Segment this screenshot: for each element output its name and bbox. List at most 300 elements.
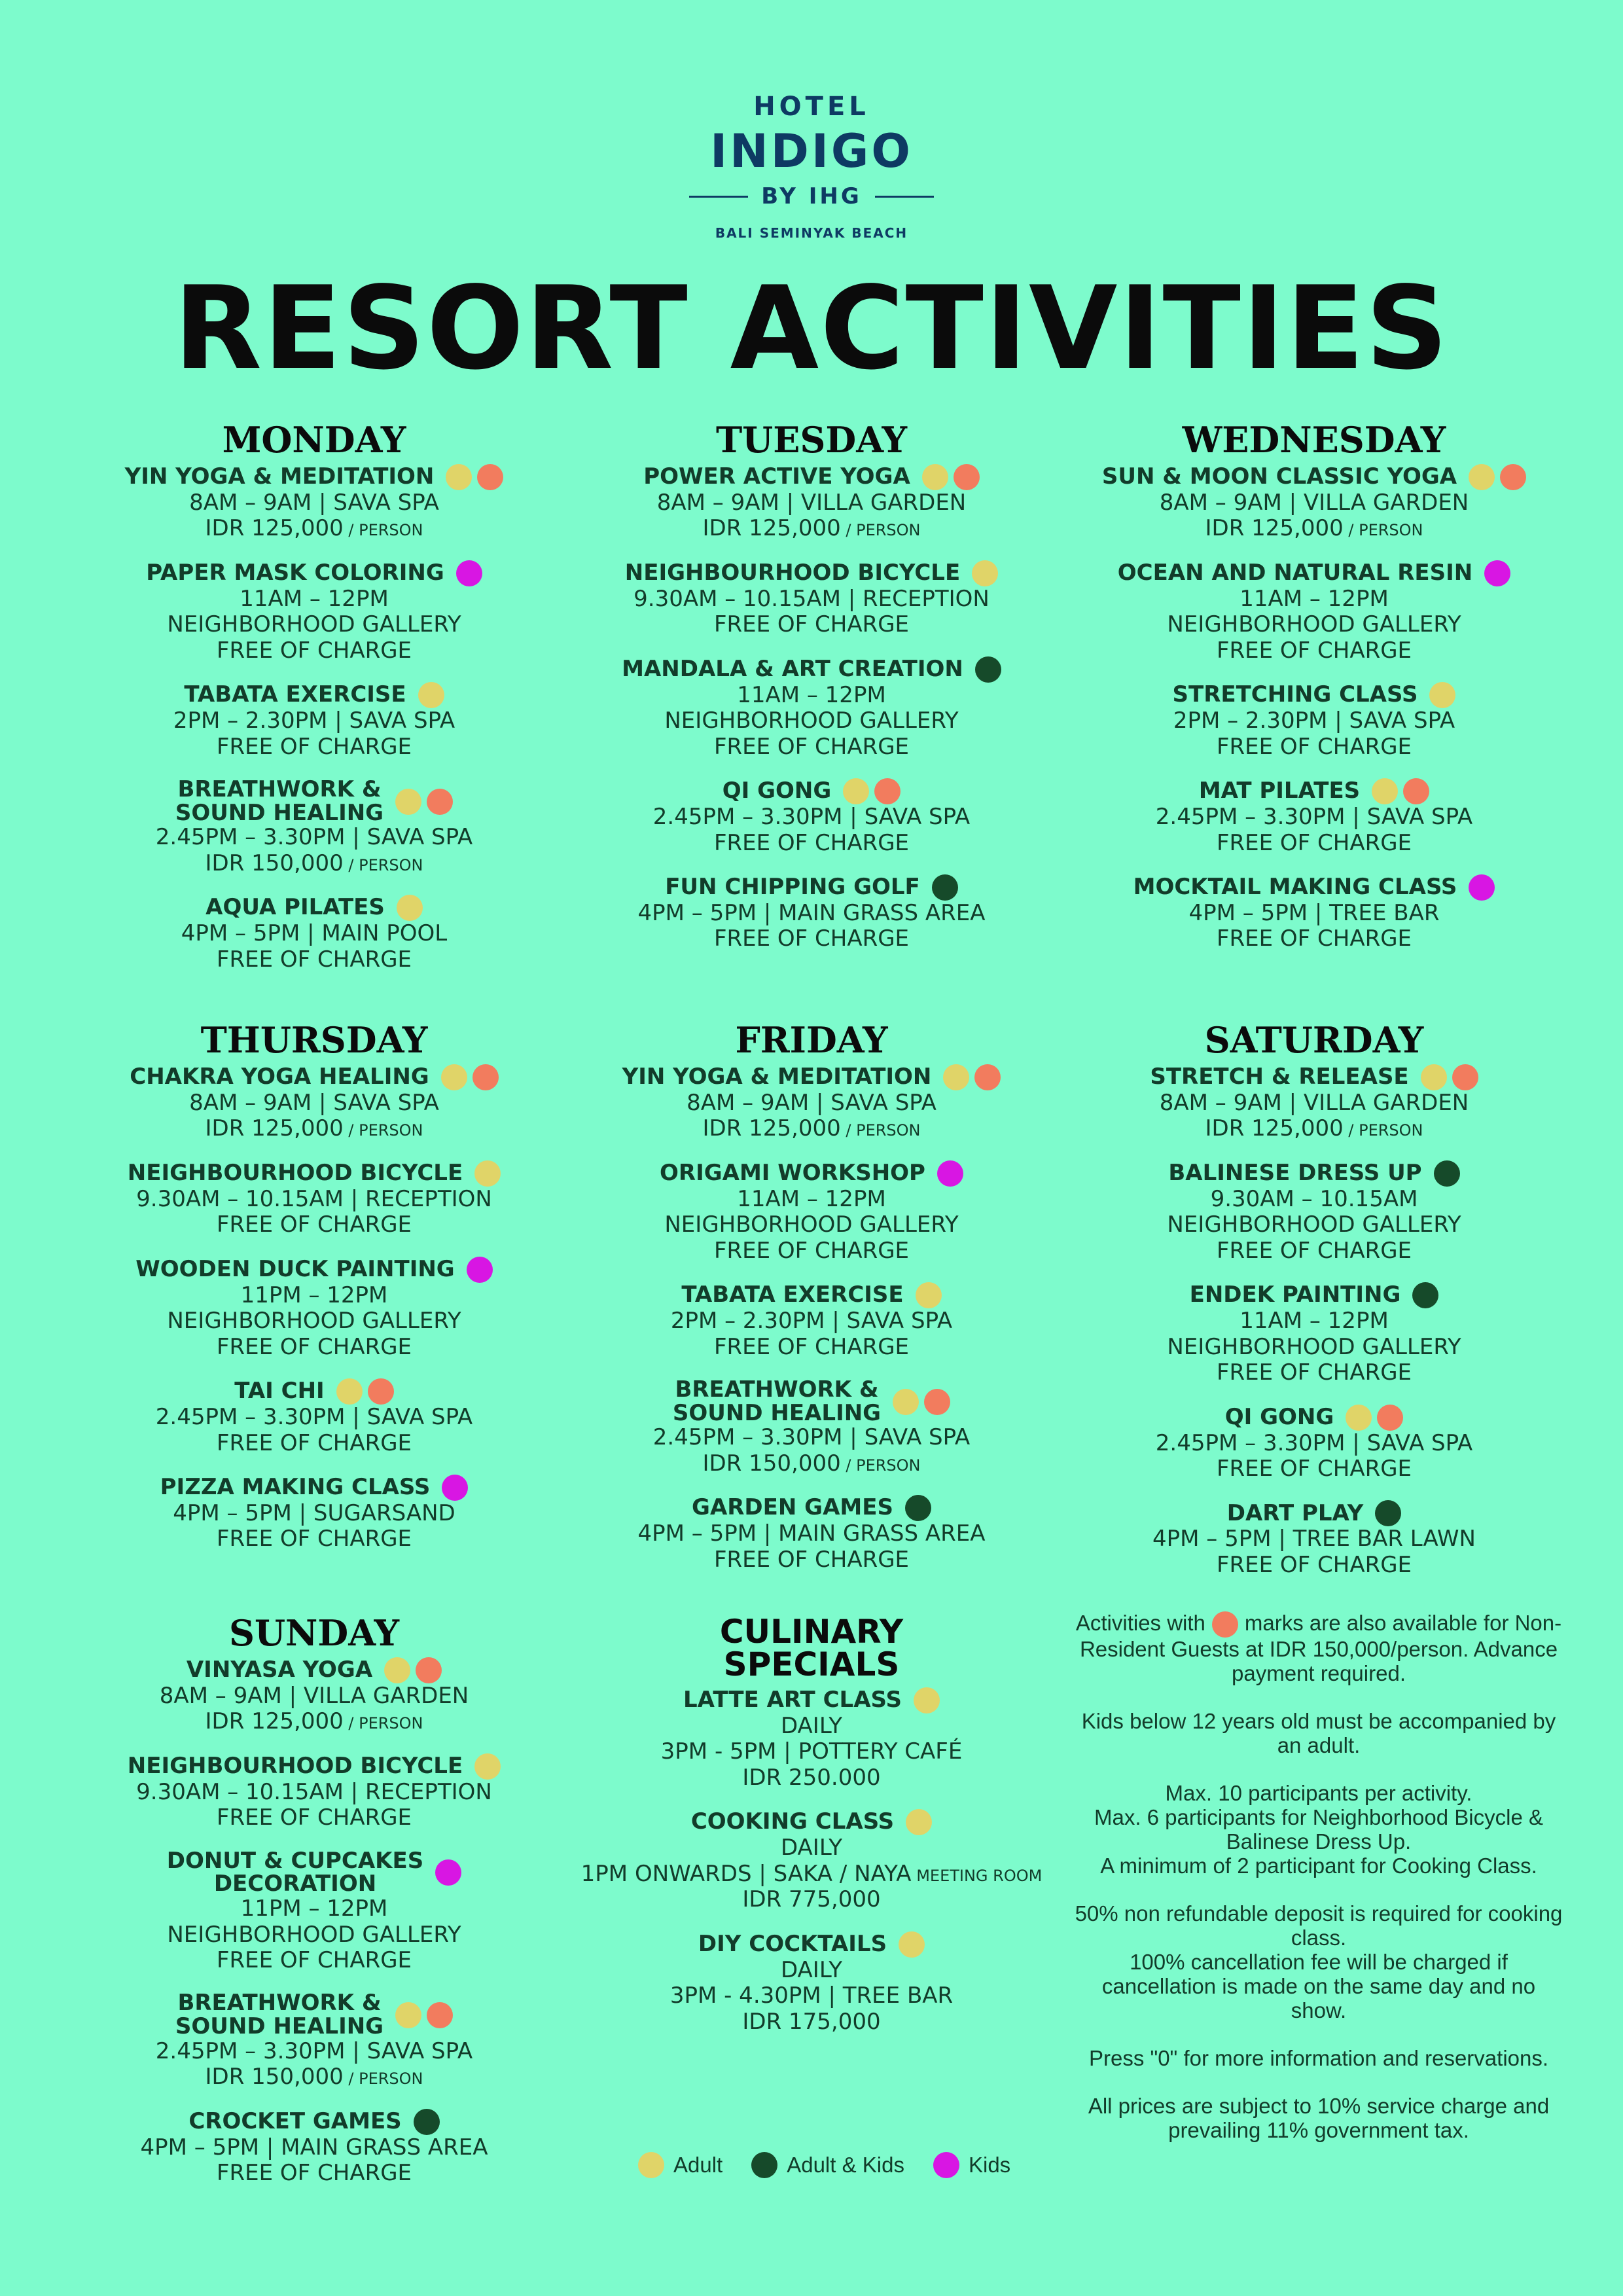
- activity: [65, 682, 563, 760]
- activity-header: [166, 1847, 462, 1897]
- activity-detail: NEIGHBORHOOD GALLERY: [664, 708, 959, 734]
- activity-detail: FREE OF CHARGE: [713, 733, 910, 760]
- activity-name: GARDEN GAMES: [692, 1494, 893, 1521]
- activity-name: DIY COCKTAILS: [698, 1930, 887, 1957]
- activity-detail: NEIGHBORHOOD GALLERY: [167, 1921, 461, 1948]
- detail-suffix: / PERSON: [343, 855, 423, 874]
- activity: [65, 1378, 563, 1456]
- activity-detail: [1065, 516, 1563, 541]
- culinary-specials-column: [563, 1615, 1060, 2053]
- adult-dot-icon: [972, 560, 998, 586]
- activity-detail: FREE OF CHARGE: [713, 1333, 910, 1360]
- activity: [1065, 1500, 1563, 1578]
- category-dots: [975, 656, 1001, 683]
- adult-dot-icon: [943, 1064, 969, 1090]
- activity: [563, 560, 1060, 638]
- activity-name: LATTE ART CLASS: [683, 1687, 902, 1713]
- note-deposit: [1073, 1902, 1564, 2023]
- detail-text: IDR 125,000: [205, 515, 344, 542]
- adult-dot-icon: [638, 2152, 664, 2178]
- activity: [563, 1931, 1060, 2035]
- activity-detail: 9.30AM – 10.15AM | RECEPTION: [633, 585, 990, 612]
- detail-suffix: MEETING ROOM: [911, 1866, 1043, 1885]
- activity-name: ORIGAMI WORKSHOP: [660, 1160, 925, 1187]
- legend-item-adult-kids: [751, 2152, 904, 2178]
- activity: [65, 1753, 563, 1831]
- activity-detail: NEIGHBORHOOD GALLERY: [1167, 611, 1461, 638]
- activity: [65, 778, 563, 876]
- activity-detail: FREE OF CHARGE: [713, 611, 910, 638]
- activity: [1065, 560, 1563, 664]
- activity: [65, 1657, 563, 1735]
- non-resident-dot-icon: [427, 2002, 453, 2028]
- activity: [65, 1992, 563, 2090]
- note-text: marks are also available for Non-Resident Guests at IDR 150,000/person. Advance payment required.: [1079, 1611, 1562, 1686]
- activity-detail: 8AM – 9AM | VILLA GARDEN: [1159, 1090, 1469, 1116]
- activity-detail: DAILY: [780, 1956, 843, 1983]
- activity-detail: 9.30AM – 10.15AM | RECEPTION: [136, 1778, 492, 1805]
- activity-header: [175, 1992, 453, 2038]
- activity-detail: NEIGHBORHOOD GALLERY: [664, 1211, 959, 1238]
- activity-detail: 2.45PM – 3.30PM | SAVA SPA: [155, 1404, 473, 1431]
- activity-header: [1118, 560, 1510, 586]
- logo-hotel-text: HOTEL: [753, 92, 870, 122]
- category-dots: [414, 2109, 440, 2135]
- non-resident-dot-icon: [874, 778, 901, 804]
- activity: [65, 2109, 563, 2187]
- activity: [1065, 874, 1563, 952]
- activity-name: NEIGHBOURHOOD BICYCLE: [127, 1160, 463, 1187]
- logo-divider: [689, 196, 748, 198]
- category-dots: [843, 778, 901, 804]
- activity: [1065, 1282, 1563, 1386]
- activity-detail: [65, 2064, 563, 2090]
- activity-detail: 11PM – 12PM: [240, 1895, 388, 1922]
- activity-name: BALINESE DRESS UP: [1168, 1160, 1422, 1187]
- category-dots: [336, 1378, 394, 1405]
- detail-text: IDR 125,000: [1205, 515, 1344, 542]
- category-dots: [937, 1160, 963, 1187]
- note-taxes: All prices are subject to 10% service charge and prevailing 11% government tax.: [1088, 2093, 1550, 2142]
- logo-divider: [875, 196, 934, 198]
- category-dots: [932, 874, 958, 901]
- category-dots: [906, 1809, 932, 1835]
- activity-detail: 2.45PM – 3.30PM | SAVA SPA: [1155, 1429, 1473, 1456]
- legend-item-kids: [933, 2152, 1010, 2178]
- non-resident-dot-icon: [1452, 1064, 1478, 1090]
- activity-detail: 11AM – 12PM: [737, 1185, 886, 1212]
- non-resident-dot-icon: [427, 789, 453, 815]
- non-resident-dot-icon: [416, 1657, 442, 1683]
- activity-name: FUN CHIPPING GOLF: [665, 874, 920, 901]
- category-dots: [384, 1657, 442, 1683]
- adult-dot-icon: [418, 682, 444, 708]
- activity-detail: 9.30AM – 10.15AM: [1210, 1185, 1418, 1212]
- non-resident-dot-icon: [1403, 778, 1429, 804]
- activity-header: [673, 1378, 950, 1425]
- activity-name: STRETCH & RELEASE: [1150, 1064, 1409, 1090]
- activity: [1065, 464, 1563, 542]
- day-column-monday: [65, 419, 563, 991]
- activity-detail: 2.45PM – 3.30PM | SAVA SPA: [652, 804, 971, 831]
- activity-detail: FREE OF CHARGE: [216, 1211, 412, 1238]
- activity-detail: 4PM – 5PM | TREE BAR: [1188, 899, 1440, 926]
- activity-detail: 4PM – 5PM | MAIN GRASS AREA: [140, 2134, 488, 2161]
- activity-name: PIZZA MAKING CLASS: [160, 1474, 431, 1501]
- activity-detail: [65, 1116, 563, 1141]
- adult-dot-icon: [395, 789, 421, 815]
- adult-kids-dot-icon: [975, 656, 1001, 683]
- category-dots: [972, 560, 998, 586]
- adult-dot-icon: [1469, 464, 1495, 490]
- non-resident-dot-icon: [473, 1064, 499, 1090]
- activity-header: [130, 1064, 498, 1090]
- activity-header: [175, 778, 453, 825]
- activity-header: [128, 1753, 501, 1780]
- day-column-thursday: [65, 1019, 563, 1571]
- activity-detail: [1065, 1116, 1563, 1141]
- activity-name: BREATHWORK & SOUND HEALING: [175, 1990, 384, 2040]
- activity-header: [1150, 1064, 1478, 1090]
- kids-dot-icon: [1484, 560, 1510, 586]
- activity-header: [184, 682, 444, 708]
- activity-name: QI GONG: [722, 778, 832, 804]
- legend: [638, 2152, 1010, 2178]
- activity-name: STRETCHING CLASS: [1172, 681, 1418, 708]
- activity-name: TABATA EXERCISE: [681, 1282, 904, 1308]
- activity-header: [625, 560, 998, 586]
- activity-detail: 9.30AM – 10.15AM | RECEPTION: [136, 1185, 492, 1212]
- activity-detail: 11AM – 12PM: [240, 585, 389, 612]
- activity-header: [125, 464, 504, 490]
- detail-text: IDR 125,000: [702, 1115, 841, 1142]
- activity-detail: 2.45PM – 3.30PM | SAVA SPA: [652, 1424, 971, 1451]
- activity-header: [622, 656, 1001, 683]
- activity-detail: 3PM - 5PM | POTTERY CAFÉ: [660, 1738, 963, 1765]
- category-dots: [467, 1257, 493, 1283]
- activity-detail: 11AM – 12PM: [1240, 585, 1389, 612]
- legend-label: Adult & Kids: [787, 2153, 904, 2177]
- logo-ihg-text: BY IHG: [761, 183, 862, 209]
- category-dots: [1372, 778, 1429, 804]
- detail-text: IDR 125,000: [205, 1708, 344, 1735]
- activity-detail: FREE OF CHARGE: [1216, 1455, 1412, 1482]
- activity: [563, 1809, 1060, 1912]
- activity-name: NEIGHBOURHOOD BICYCLE: [624, 560, 961, 586]
- activity-name: YIN YOGA & MEDITATION: [124, 463, 435, 490]
- activity: [1065, 682, 1563, 760]
- activity-detail: FREE OF CHARGE: [1216, 1237, 1412, 1264]
- kids-dot-icon: [933, 2152, 959, 2178]
- activity-detail: 8AM – 9AM | VILLA GARDEN: [656, 490, 967, 516]
- activity-detail: NEIGHBORHOOD GALLERY: [167, 611, 461, 638]
- category-dots: [442, 1475, 468, 1501]
- activity-detail: FREE OF CHARGE: [1216, 637, 1412, 664]
- activity-name: BREATHWORK & SOUND HEALING: [175, 776, 384, 826]
- note-text: Max. 6 participants for Neighborhood Bicycle & Balinese Dress Up.: [1094, 1805, 1543, 1854]
- activity-detail: FREE OF CHARGE: [713, 1237, 910, 1264]
- activity-header: [187, 1657, 442, 1683]
- detail-text: IDR 125,000: [702, 515, 841, 542]
- activity-name: DONUT & CUPCAKES DECORATION: [166, 1847, 424, 1897]
- category-dots: [474, 1160, 501, 1187]
- activity-header: [1199, 778, 1429, 804]
- activity-detail: FREE OF CHARGE: [1216, 829, 1412, 856]
- activity: [65, 1475, 563, 1552]
- notes-panel: [1073, 1611, 1564, 2166]
- activity-detail: 4PM – 5PM | SUGARSAND: [173, 1499, 455, 1526]
- activity-detail: FREE OF CHARGE: [713, 829, 910, 856]
- kids-dot-icon: [435, 1859, 461, 1886]
- adult-dot-icon: [916, 1282, 942, 1308]
- adult-dot-icon: [384, 1657, 410, 1683]
- activity-name: TAI CHI: [234, 1378, 325, 1405]
- activity-detail: FREE OF CHARGE: [713, 925, 910, 952]
- note-participants: [1073, 1782, 1564, 1878]
- activity-detail: FREE OF CHARGE: [216, 2160, 412, 2187]
- activity: [1065, 778, 1563, 856]
- activity-name: OCEAN AND NATURAL RESIN: [1117, 560, 1473, 586]
- category-dots: [1469, 874, 1495, 901]
- category-dots: [1469, 464, 1526, 490]
- activity-detail: [563, 516, 1060, 541]
- activity-detail: NEIGHBORHOOD GALLERY: [1167, 1211, 1461, 1238]
- detail-text: IDR 125,000: [1205, 1115, 1344, 1142]
- legend-item-adult: [638, 2152, 722, 2178]
- adult-kids-dot-icon: [932, 874, 958, 901]
- detail-suffix: / PERSON: [343, 521, 423, 540]
- activity-detail: FREE OF CHARGE: [713, 1546, 910, 1573]
- activity-detail: 2.45PM – 3.30PM | SAVA SPA: [155, 2037, 473, 2064]
- activity-name: AQUA PILATES: [205, 894, 385, 921]
- activity: [563, 1687, 1060, 1791]
- activity-detail: [65, 851, 563, 876]
- adult-dot-icon: [1421, 1064, 1447, 1090]
- activity-detail: 11AM – 12PM: [737, 681, 886, 708]
- activity-detail: 2PM – 2.30PM | SAVA SPA: [173, 708, 455, 734]
- activity-name: SUN & MOON CLASSIC YOGA: [1101, 463, 1457, 490]
- category-dots: [456, 560, 482, 586]
- detail-text: IDR 150,000: [205, 850, 344, 876]
- kids-dot-icon: [937, 1160, 963, 1187]
- activity-name: ENDEK PAINTING: [1189, 1282, 1401, 1308]
- logo-indigo-text: INDIGO: [710, 124, 913, 178]
- activity-header: [1102, 464, 1526, 490]
- kids-dot-icon: [456, 560, 482, 586]
- activity-detail: 2PM – 2.30PM | SAVA SPA: [1173, 708, 1455, 734]
- activity-header: [691, 1809, 932, 1835]
- note-text: 100% cancellation fee will be charged if cancellation is made on the same day and no show.: [1101, 1949, 1536, 2022]
- activity-detail: FREE OF CHARGE: [1216, 1551, 1412, 1578]
- activity-name: BREATHWORK & SOUND HEALING: [672, 1376, 882, 1426]
- activity-header: [622, 1064, 1001, 1090]
- activity: [1065, 1405, 1563, 1482]
- activity: [563, 1160, 1060, 1264]
- non-resident-dot-icon: [1212, 1611, 1238, 1638]
- activity-detail: 3PM - 4.30PM | TREE BAR: [669, 1982, 954, 2009]
- adult-dot-icon: [336, 1378, 363, 1405]
- detail-text: IDR 125,000: [205, 1115, 344, 1142]
- activity-header: [135, 1257, 492, 1283]
- activity-detail: FREE OF CHARGE: [216, 1526, 412, 1552]
- non-resident-dot-icon: [1500, 464, 1526, 490]
- activity-detail: FREE OF CHARGE: [1216, 733, 1412, 760]
- detail-suffix: / PERSON: [343, 1121, 423, 1140]
- activity-name: MANDALA & ART CREATION: [622, 655, 963, 682]
- detail-suffix: / PERSON: [1343, 521, 1423, 540]
- activity-detail: [65, 516, 563, 541]
- note-reservations: Press "0" for more information and reservations.: [1088, 2045, 1549, 2070]
- activity-detail: FREE OF CHARGE: [216, 1947, 412, 1973]
- adult-dot-icon: [397, 895, 423, 921]
- activity-header: [205, 895, 423, 921]
- category-dots: [418, 682, 444, 708]
- activity-header: [1168, 1160, 1459, 1187]
- day-title: FRIDAY: [735, 1019, 888, 1061]
- activity-name: MAT PILATES: [1198, 778, 1361, 804]
- activity-header: [1173, 682, 1456, 708]
- activity-detail: 2.45PM – 3.30PM | SAVA SPA: [155, 824, 473, 851]
- note-kids: Kids below 12 years old must be accompanied by an adult.: [1081, 1709, 1556, 1758]
- activity-name: POWER ACTIVE YOGA: [643, 463, 910, 490]
- detail-suffix: / PERSON: [840, 1456, 921, 1475]
- non-resident-dot-icon: [477, 464, 503, 490]
- activity-header: [692, 1495, 931, 1521]
- activity-name: VINYASA YOGA: [186, 1657, 373, 1683]
- category-dots: [397, 895, 423, 921]
- category-dots: [943, 1064, 1001, 1090]
- activity-header: [722, 778, 901, 804]
- activity-header: [681, 1282, 941, 1308]
- activity: [65, 560, 563, 664]
- category-dots: [899, 1931, 925, 1958]
- activity-detail: FREE OF CHARGE: [216, 946, 412, 973]
- activity-detail: FREE OF CHARGE: [216, 1804, 412, 1831]
- note-non-resident: [1073, 1611, 1564, 1686]
- day-title: SATURDAY: [1204, 1019, 1424, 1061]
- adult-dot-icon: [1346, 1405, 1372, 1431]
- category-dots: [435, 1859, 461, 1886]
- activity-header: [146, 560, 482, 586]
- activity-name: QI GONG: [1224, 1403, 1334, 1430]
- day-title: TUESDAY: [715, 419, 908, 461]
- activity: [1065, 1064, 1563, 1142]
- adult-dot-icon: [843, 778, 869, 804]
- legend-label: Adult: [673, 2153, 723, 2177]
- kids-dot-icon: [467, 1257, 493, 1283]
- note-text: 50% non refundable deposit is required for cooking class.: [1075, 1901, 1563, 1950]
- activity: [563, 1378, 1060, 1477]
- detail-text: IDR 150,000: [702, 1450, 841, 1477]
- activity-name: TABATA EXERCISE: [184, 681, 406, 708]
- hotel-logo: [0, 92, 1623, 241]
- adult-dot-icon: [395, 2002, 421, 2028]
- day-column-tuesday: [563, 419, 1060, 971]
- category-dots: [1421, 1064, 1478, 1090]
- category-dots: [922, 464, 980, 490]
- activity-detail: FREE OF CHARGE: [216, 1429, 412, 1456]
- category-dots: [893, 1389, 950, 1415]
- activity-header: [683, 1687, 940, 1713]
- activity-header: [160, 1475, 469, 1501]
- kids-dot-icon: [1469, 874, 1495, 901]
- activity-name: YIN YOGA & MEDITATION: [622, 1064, 932, 1090]
- activity-detail: [563, 1861, 1060, 1887]
- category-dots: [1434, 1160, 1460, 1187]
- category-dots: [395, 789, 453, 815]
- activity-header: [1227, 1500, 1401, 1526]
- day-column-saturday: [1065, 1019, 1563, 1596]
- activity-detail: 4PM – 5PM | MAIN GRASS AREA: [637, 1520, 986, 1547]
- activity-header: [660, 1160, 963, 1187]
- adult-dot-icon: [899, 1931, 925, 1958]
- activity: [65, 1160, 563, 1238]
- adult-dot-icon: [441, 1064, 467, 1090]
- activity-detail: 8AM – 9AM | SAVA SPA: [189, 490, 439, 516]
- activity-detail: 4PM – 5PM | MAIN GRASS AREA: [637, 899, 986, 926]
- activity: [65, 1257, 563, 1360]
- adult-kids-dot-icon: [1412, 1282, 1438, 1308]
- category-dots: [914, 1687, 940, 1713]
- activity-detail: 8AM – 9AM | SAVA SPA: [687, 1090, 936, 1116]
- activity-detail: IDR 175,000: [742, 2008, 881, 2035]
- activity-header: [643, 464, 980, 490]
- adult-dot-icon: [1372, 778, 1398, 804]
- adult-dot-icon: [474, 1160, 501, 1187]
- activity-name: CROCKET GAMES: [188, 2108, 402, 2134]
- activity-name: WOODEN DUCK PAINTING: [135, 1255, 455, 1282]
- non-resident-dot-icon: [368, 1378, 394, 1405]
- non-resident-dot-icon: [954, 464, 980, 490]
- category-dots: [395, 2002, 453, 2028]
- activity-detail: 2PM – 2.30PM | SAVA SPA: [670, 1308, 953, 1335]
- day-column-sunday: [65, 1612, 563, 2205]
- activity: [65, 1847, 563, 1974]
- category-dots: [916, 1282, 942, 1308]
- adult-kids-dot-icon: [905, 1495, 931, 1521]
- day-title: THURSDAY: [200, 1019, 428, 1061]
- adult-dot-icon: [446, 464, 472, 490]
- day-title: CULINARY SPECIALS: [719, 1613, 904, 1683]
- activity-name: DART PLAY: [1226, 1499, 1364, 1526]
- activity: [65, 895, 563, 973]
- adult-dot-icon: [914, 1687, 940, 1713]
- activity: [65, 1064, 563, 1142]
- note-text: Max. 10 participants per activity.: [1165, 1781, 1472, 1806]
- activity-detail: 2.45PM – 3.30PM | SAVA SPA: [1155, 804, 1473, 831]
- activity-header: [665, 874, 958, 901]
- activity: [563, 1495, 1060, 1573]
- detail-suffix: / PERSON: [840, 521, 921, 540]
- activity: [563, 464, 1060, 542]
- category-dots: [905, 1495, 931, 1521]
- note-text: A minimum of 2 participant for Cooking Class.: [1100, 1853, 1537, 1878]
- activity: [563, 1282, 1060, 1360]
- activity: [563, 656, 1060, 760]
- activity-name: COOKING CLASS: [690, 1808, 895, 1835]
- non-resident-dot-icon: [974, 1064, 1001, 1090]
- activity-detail: FREE OF CHARGE: [216, 733, 412, 760]
- activity-detail: 8AM – 9AM | VILLA GARDEN: [159, 1683, 469, 1709]
- day-column-friday: [563, 1019, 1060, 1591]
- activity-detail: IDR 250.000: [742, 1764, 881, 1791]
- kids-dot-icon: [442, 1475, 468, 1501]
- activity-name: NEIGHBOURHOOD BICYCLE: [127, 1753, 463, 1780]
- adult-kids-dot-icon: [414, 2109, 440, 2135]
- activity-header: [1225, 1405, 1404, 1431]
- activity: [563, 874, 1060, 952]
- activity-header: [188, 2109, 439, 2135]
